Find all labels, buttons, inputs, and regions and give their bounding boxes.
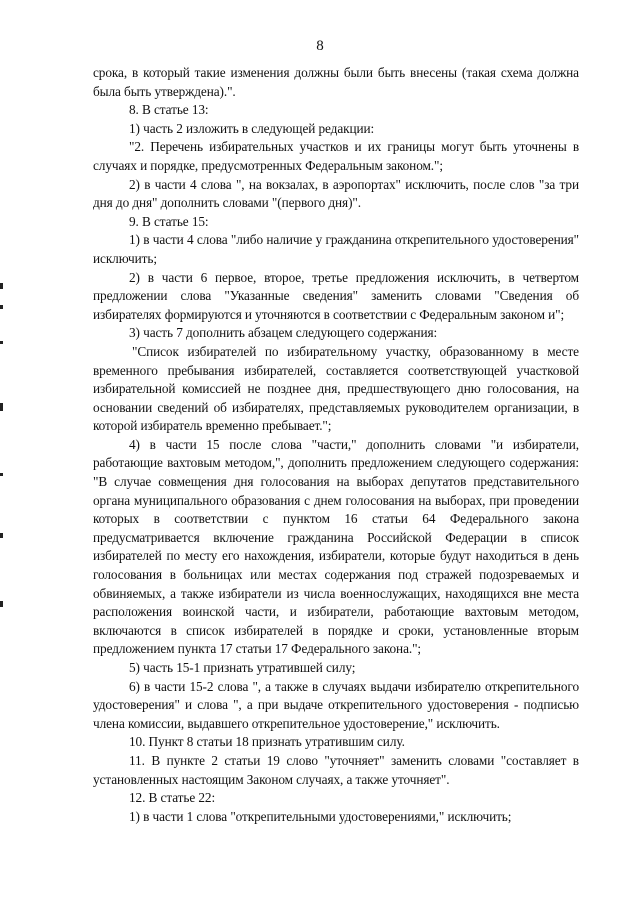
paragraph-continuation: срока, в который такие изменения должны были быть внесены (такая схема должна была быть утверждена).". bbox=[93, 65, 579, 99]
binding-edge-marks bbox=[0, 283, 4, 613]
paragraph: 6) в части 15-2 слова ", а также в случаях выдачи избирателю открепительного удостоверения" и слова ", а при выдаче открепительного удостоверения - подписью члена комиссии, выдавшего открепительное удостоверение," исключить. bbox=[93, 678, 579, 731]
paragraph: 5) часть 15-1 признать утратившей силу; bbox=[129, 660, 356, 675]
paragraph: 1) в части 1 слова "открепительными удостоверениями," исключить; bbox=[129, 808, 512, 824]
paragraph: 1) в части 4 слова "либо наличие у гражданина открепительного удостоверения" исключить; bbox=[93, 232, 579, 266]
paragraph: 2) в части 4 слова ", на вокзалах, в аэропортах" исключить, после слов "за три дня до дня" дополнить словами "(первого дня)". bbox=[93, 176, 579, 211]
paragraph: 11. В пункте 2 статьи 19 слово "уточняет" заменить словами "составляет в установленных настоящим Законом случаях, а также уточняет". bbox=[93, 752, 579, 787]
paragraph-quote: "Список избирателей по избирательному участку, образованному в месте временного пребывания избирателей, составляется соответствующей участковой избирательной комиссией не позднее дня, предшествующего дню голосования, на основании сведений об избирателях, представляемых руководителем организации, в которой избиратель временно пребывает."; bbox=[93, 343, 579, 434]
paragraph-quote: "2. Перечень избирательных участков и их границы могут быть уточнены в случаях и порядке, предусмотренных Федеральным законом."; bbox=[93, 139, 579, 173]
paragraph-article-15-heading: 9. В статье 15: bbox=[129, 213, 209, 229]
paragraph: 10. Пункт 8 статьи 18 признать утратившим силу. bbox=[129, 734, 405, 750]
document-body bbox=[93, 64, 579, 826]
paragraph: 4) в части 15 после слова "части," дополнить словами "и избиратели, работающие вахтовым методом,", дополнить предложением следующего содержания: "В случае совмещения дня голосования на выборах депутатов представительного органа муниципального образования с днем голосования на выборах, при проведении которых в соответствии с пунктом 16 статьи 64 Федерального закона предусматривается включение гражданина Российской Федерации в список избирателей по месту его нахождения, избиратели, которые будут находиться в день голосования в больницах или местах содержания под стражей подозреваемых и обвиняемых, а также избиратели из числа военнослужащих, находящихся вне места расположения воинской части, и избиратели, работающие вахтовым методом, включаются в список избирателей в порядке и сроки, установленные вторым предложением пункта 17 статьи 17 Федерального закона."; bbox=[93, 436, 579, 657]
paragraph: 1) часть 2 изложить в следующей редакции: bbox=[129, 120, 375, 136]
paragraph: 3) часть 7 дополнить абзацем следующего содержания: bbox=[129, 325, 438, 341]
paragraph: 2) в части 6 первое, второе, третье предложения исключить, в четвертом предложении слова "Указанные сведения" заменить словами "Сведения об избирателях формируются и уточняются в соответствии с Федеральным законом и"; bbox=[93, 269, 579, 322]
page-number: 8 bbox=[316, 38, 324, 54]
paragraph-article-22-heading: 12. В статье 22: bbox=[129, 790, 216, 806]
paragraph-article-13-heading: 8. В статье 13: bbox=[129, 102, 209, 118]
